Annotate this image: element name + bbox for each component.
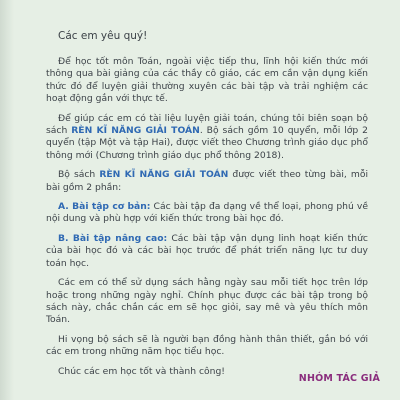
greeting: Các em yêu quý! (58, 30, 148, 42)
paragraph-usage: Các em có thể sử dụng sách hằng ngày sau mỗi tiết học trên lớp hoặc trong những ngày nghỉ. Chính phục được các bài tập trong bộ sách này, chắc chắn các em sẽ học giỏi, say mê và yêu thích môn Toán. (46, 277, 368, 326)
paragraph-book-series-post: . Bộ sách gồm 10 quyển, mỗi lớp 2 quyển (tập Một và tập Hai), được viết theo Chương trình giáo dục phổ thông mới (Chương trình giáo dục phổ thông 2018). (46, 125, 368, 161)
part-b-text: Các bài tập vận dụng linh hoạt kiến thức của bài học đó và các bài học trước để phát triển năng lực tư duy toán học. (46, 232, 368, 269)
part-a-item (46, 201, 368, 226)
page-fold-shadow (0, 0, 14, 400)
paragraph-intro: Để học tốt môn Toán, ngoài việc tiếp thu, lĩnh hội kiến thức mới thông qua bài giảng của các thầy cô giáo, các em cần vận dụng kiến thức đó để luyện giải thường xuyên các bài tập và trải nghiệm các hoạt động gắn với thực tế. (46, 56, 368, 105)
paragraph-structure (46, 169, 368, 194)
book-title-highlight-2: RÈN KĨ NĂNG GIẢI TOÁN (99, 169, 229, 181)
paragraph-structure-post: được viết theo từng bài, mỗi bài gồm 2 phần: (46, 169, 368, 193)
author-signature: NHÓM TÁC GIẢ (298, 373, 380, 384)
part-a-label: A. Bài tập cơ bản: (58, 201, 151, 213)
paragraph-structure-pre: Bộ sách (58, 169, 100, 181)
part-a-text: Các bài tập đa dạng về thể loại, phong phú về nội dung và phù hợp với kiến thức trong bài học đó. (46, 201, 368, 225)
book-title-highlight: RÈN KĨ NĂNG GIẢI TOÁN (71, 125, 200, 137)
paragraph-book-series-pre: Để giúp các em có tài liệu luyện giải toán, chúng tôi biên soạn bộ sách (46, 112, 368, 137)
letter-body (46, 30, 368, 377)
paragraph-book-series (46, 113, 368, 163)
paragraph-hope: Hi vọng bộ sách sẽ là người bạn đồng hành thân thiết, gắn bó với các em trong những năm học tiểu học. (46, 333, 368, 358)
part-b-label: B. Bài tập nâng cao: (58, 232, 168, 244)
part-b-item (46, 233, 368, 270)
closing-line: Chúc các em học tốt và thành công! (58, 365, 225, 377)
